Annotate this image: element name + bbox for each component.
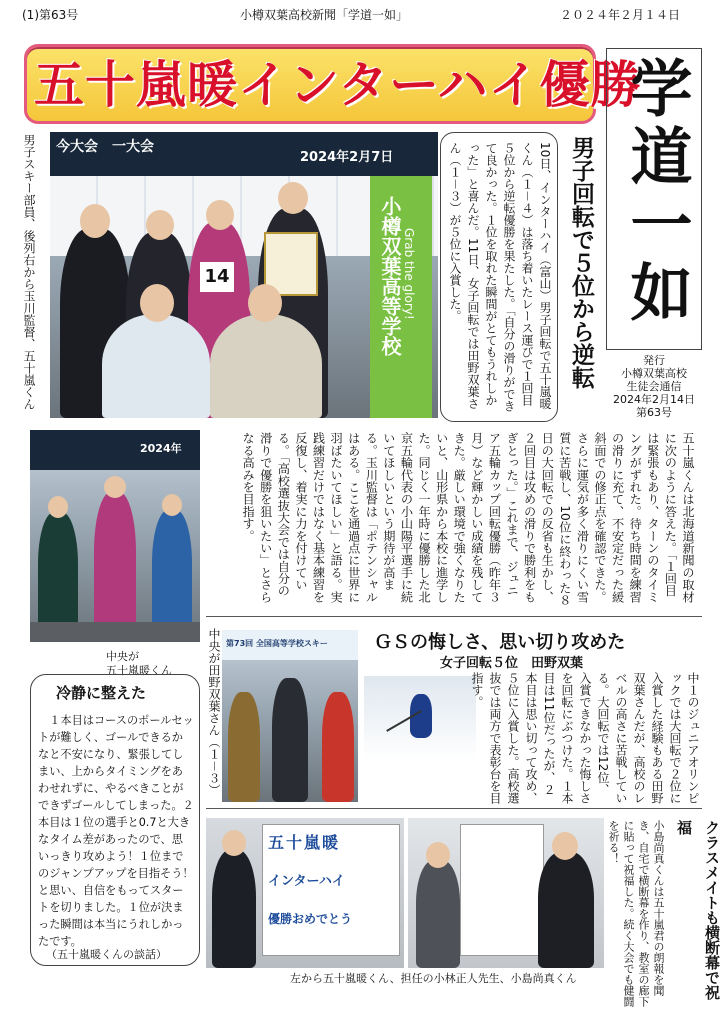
header-paper-name: 小樽双葉高校新聞「学道一如」: [240, 8, 409, 22]
masthead-issue-no: 第63号: [636, 406, 672, 419]
quote-body: １本目はコースのポールセットが難しく、ゴールできるかなと不安になり、緊張してしまい、上からタイミングをあわせれずに、やるべきことができずゴールしてしまった。２本目は１位の選手と0.7と大きなタイム差があったので、思いっきり攻めよう！１位までのジャンプアップを目指そう！と思い、自信をもってスタートを切りました。１位が決まった瞬間は本当にうれしかったです。: [38, 714, 194, 948]
person: [102, 314, 210, 418]
lead-text: 10日、インターハイ（富山）男子回転で五十嵐暖くん（１－４）は落ち着いたレース運びで１回目５位から逆転優勝を果たした。「自分の滑りができて良かった。１位を取れた瞬間がとてもうれしかった」と喜んだ。11日、女子回転では田野双葉さん（１－３）が５位に入賞した。: [448, 142, 552, 412]
masthead-org2: 生徒会通信: [626, 380, 682, 393]
person-head: [162, 494, 182, 516]
school-flag-slogan: Grab the glory!: [402, 228, 416, 320]
tano-banner-text: 第73回 全国高等学校スキー: [226, 639, 328, 648]
classmates-body: 小島尚真くんは五十嵐君の朗報を聞き、自宅で横断幕を作り、教室の廊下に貼って祝福した。続く大会でも健闘を祈る！: [607, 820, 665, 1007]
congrats-banner-row1: 五十嵐暖: [268, 833, 341, 852]
event-board-date: 2024年2月7日: [300, 150, 394, 165]
event-banner-text: 今大会 一大会: [56, 139, 154, 155]
subheadline: 男子回転で５位から逆転: [568, 136, 594, 389]
divider: [206, 616, 702, 617]
person: [210, 314, 322, 418]
masthead-org1: 小樽双葉高校: [621, 367, 687, 380]
gs-subtitle: 女子回転５位 田野双葉: [440, 656, 584, 671]
person: [94, 492, 136, 642]
tano-photo-caption: 中央が田野双葉さん（１－３）: [207, 628, 221, 797]
gs-title: ＧＳの悔しさ、思い切り攻めた: [374, 632, 626, 653]
masthead-publisher: 発行: [643, 354, 665, 367]
person-head: [222, 830, 246, 856]
person-head: [80, 204, 110, 238]
person: [416, 860, 460, 968]
header-date: ２０２４年２月１４日: [560, 8, 681, 22]
congrats-banner: [460, 824, 544, 956]
headline: 五十嵐暖インターハイ優勝: [34, 56, 642, 114]
person: [212, 850, 256, 968]
masthead-issue-date: 2024年2月14日: [613, 393, 695, 406]
person-head: [552, 832, 578, 860]
person: [228, 692, 260, 802]
podium-caption-2: 五十嵐暖くん: [106, 664, 172, 677]
classmates-title: クラスメイトも横断幕で祝福: [675, 820, 721, 1000]
quote-source: （五十嵐暖くんの談話）: [46, 948, 167, 961]
podium: [30, 622, 200, 642]
person: [538, 852, 594, 968]
classmates-caption: 左から五十嵐暖くん、担任の小林正人先生、小島尚真くん: [290, 972, 577, 985]
classmates-photo-left: [206, 818, 404, 968]
masthead-info: [606, 354, 702, 419]
team-photo-caption: 男子スキー部員、後列右から玉川監督、五十嵐くん: [22, 134, 36, 410]
podium-board-date: 2024年: [140, 442, 182, 455]
gs-body: 中１のジュニアオリンピックでは大回転で２位に入賞した経験もある田野双葉さんだが、高校のレベルの高さに苦戦している。大回転では12位、入賞できなかった悔しさを回転にぶつけた。１本目は11位だったが、２本目は思い切って攻め、５位に入賞した。高校選抜では両方で表彰台を目指す。: [470, 672, 700, 804]
person: [272, 678, 308, 802]
main-article: 五十嵐くんは北海道新聞の取材に次のように答えた。「１回目は緊張もあり、ターンのタイミングがずれた。待ち時間を練習の滑りに充て、不安定だった緩斜面での修正点を確認できた。さらに運気が多く滑りにくい雪質に苦戦し、10位に終わった８日の大回転での反省も生かし、２回目は攻めの滑りで勝利をもぎとった。」これまで、ジュニア五輪カップ回転優勝（昨年３月）など輝かしい成績を残してきた。厳しい環境で強くなりたいと、山形県から本校に進学した。同じく一年時に優勝した北京五輪代表の小山陽平選手に続いてほしいという期待が高まる。玉川監督は「ポテンシャルはある。ここを通過点に世界に羽ばたいてほしい」と語る。実践練習だけではなく基本練習を反復し、着実に力を付けている。「高校選抜大会では自分の滑りで優勝を狙いたい」とさらなる高みを目指す。: [241, 432, 695, 607]
person-head: [104, 476, 126, 498]
person-head: [278, 182, 308, 214]
podium-caption-1: 中央が: [106, 650, 139, 663]
tano-photo: [222, 630, 358, 802]
school-flag-text: 小樽双葉高等学校: [378, 196, 402, 356]
podium-photo: [30, 430, 200, 642]
person-head: [206, 200, 234, 230]
divider: [206, 808, 702, 809]
team-photo: [50, 132, 438, 418]
person: [322, 692, 354, 802]
classmates-photo-right: [408, 818, 604, 968]
race-bib: 14: [200, 262, 234, 292]
person-head: [48, 496, 68, 518]
quote-title: 冷静に整えた: [56, 684, 147, 702]
person-head: [426, 842, 450, 868]
masthead-title: 学道一如: [620, 56, 693, 328]
skier-action-photo: [364, 676, 476, 760]
person-head: [140, 284, 174, 322]
header-issue: (1)第63号: [22, 8, 79, 22]
congrats-banner-row3: 優勝おめでとう: [268, 912, 353, 926]
person-head: [248, 284, 282, 322]
person-head: [146, 210, 174, 240]
congrats-banner-row2: インターハイ: [268, 874, 345, 889]
